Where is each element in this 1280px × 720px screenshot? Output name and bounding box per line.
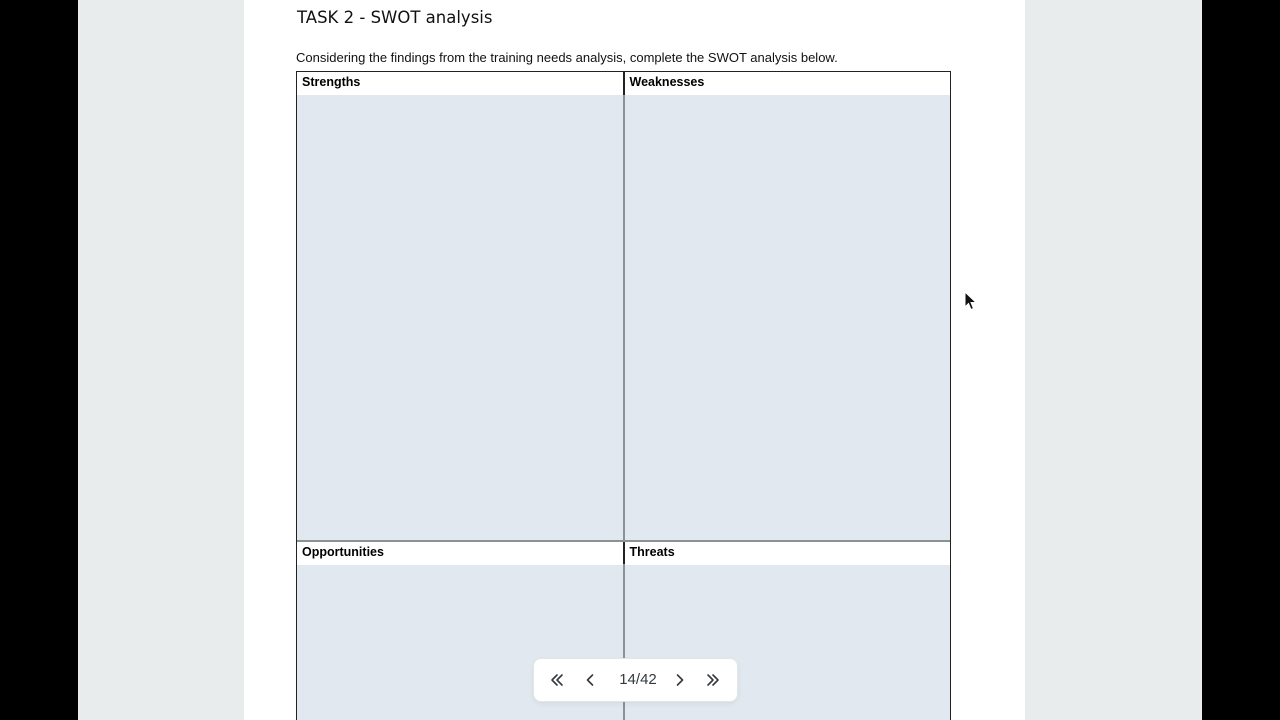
previous-page-button[interactable] bbox=[575, 659, 605, 701]
last-page-button[interactable] bbox=[698, 659, 728, 701]
task-title: TASK 2 - SWOT analysis bbox=[297, 8, 493, 27]
swot-table bbox=[296, 71, 951, 720]
first-page-button[interactable] bbox=[542, 659, 572, 701]
chevron-left-icon bbox=[582, 672, 598, 688]
double-chevron-right-icon bbox=[705, 672, 721, 688]
header-divider bbox=[623, 72, 625, 95]
threats-label: Threats bbox=[625, 542, 951, 565]
weaknesses-label: Weaknesses bbox=[625, 72, 951, 95]
weaknesses-cell bbox=[625, 72, 951, 540]
strengths-label: Strengths bbox=[297, 72, 623, 95]
weaknesses-input[interactable] bbox=[625, 95, 951, 540]
document-viewer bbox=[78, 0, 1202, 720]
page-indicator: 14/42 bbox=[619, 671, 657, 688]
strengths-cell bbox=[297, 72, 623, 540]
page-navigation-bar bbox=[534, 659, 737, 701]
chevron-right-icon bbox=[672, 672, 688, 688]
table-divider-horizontal bbox=[297, 540, 950, 542]
strengths-input[interactable] bbox=[297, 95, 623, 540]
table-divider-vertical bbox=[623, 72, 625, 720]
document-page bbox=[244, 0, 1025, 720]
header-divider bbox=[623, 541, 625, 564]
task-instructions: Considering the findings from the training needs analysis, complete the SWOT analysis below. bbox=[296, 50, 838, 65]
next-page-button[interactable] bbox=[665, 659, 695, 701]
mouse-pointer-icon bbox=[964, 291, 978, 316]
double-chevron-left-icon bbox=[549, 672, 565, 688]
opportunities-label: Opportunities bbox=[297, 542, 623, 565]
